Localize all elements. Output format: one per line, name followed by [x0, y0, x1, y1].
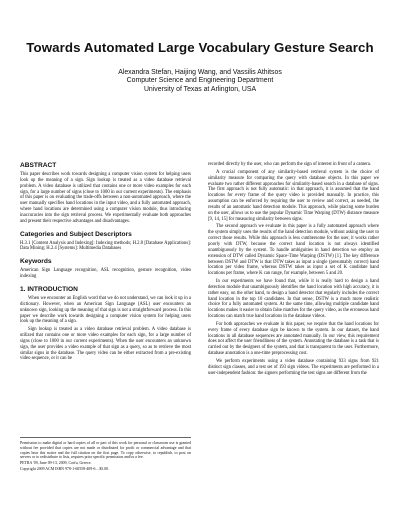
introduction-heading: 1. INTRODUCTION: [20, 285, 78, 293]
affiliation: Computer Science and Engineering Department: [126, 77, 274, 85]
right-paragraph-5: For both approaches we evaluate in this paper, we require that the hand locations for every frame of every database sign be known to the system. In our dataset, the hand locations in all database sequences are annotated manually. In our view, this requirement does not affect the user friendliness of the system. Annotating the database is a task that is carried out by the designers of the system, and that is transparent to the user. Furthermore, database annotation is a one-time preprocessing cost.: [208, 321, 379, 357]
copyright-notice: [20, 441, 191, 473]
university: University of Texas at Arlington, USA: [143, 85, 257, 93]
right-column: [208, 162, 379, 379]
paper-title: Towards Automated Large Vocabulary Gesture Search: [26, 40, 374, 55]
author-names: Alexandra Stefan, Haijing Wang, and Vassilis Athitsos: [118, 69, 282, 76]
categories-text: H.3.1 [Content Analysis and Indexing]: Indexing methods; H.2.8 [Database Applications]: Data Mining; H.2.4 [Systems]: Multimedia Databases: [20, 240, 191, 252]
keywords-text: American Sign Language recognition, ASL recognition, gesture recognition, video indexing: [20, 268, 191, 280]
right-paragraph-2: A crucial component of any similarity-based retrieval system is the choice of similarity measure for comparing the query with database objects. In this paper we evaluate two rather different approaches for similarity-based search in a database of signs. The first approach is not fully automatic: in that approach, it is assumed that the hand locations for every frame of the query video is provided manually. In practice, this assumption can be enforced by requiring the user to review and correct, as needed, the results of an automatic hand detection module. This approach, while placing some burden on the user, allows us to use the popular Dynamic Time Warping (DTW) distance measure [9, 14, 15] for measuring similarity between signs.: [208, 169, 379, 222]
categories-heading: Categories and Subject Descriptors: [20, 230, 132, 238]
right-paragraph-4: In our experiments we have found that, while it is really hard to design a hand detection module that unambiguously identifies the hand location with high accuracy, it is rather easy, on the other hand, to design a hand detector that regularly includes the correct hand location in the top 10 candidates. In that sense, DSTW is a much more realistic choice for a fully automated system. At the same time, allowing multiple candidate hand locations makes it easier to obtain false matches for the query video, as the erroneous hand locations can match true hand locations in the database videos.: [208, 279, 379, 320]
intro-paragraph-2: Sign lookup is treated as a video database retrieval problem. A video database is utilized that contains one or more video examples for each sign, for a large number of signs (close to 1000 in our current experiments). When the user encounters an unknown sign, the user provides a video example of that sign as a query, so as to retrieve the most similar signs in the database. The query video can be either extracted from a pre-existing video sequence, or it can be: [20, 327, 191, 362]
conference-info: PETRA '09, June 09-13, 2009, Corfu, Greece.: [20, 461, 92, 466]
right-paragraph-1: recorded directly by the user, who can perform the sign of interest in front of a camera.: [208, 162, 372, 167]
copyright-line: Copyright 2009 ACM ISBN 978-1-60558-409-6 ...$5.00.: [20, 466, 110, 471]
intro-paragraph-1: When we encounter an English word that we do not understand, we can look it up in a dictionary. However, when an American Sign Language (ASL) user encounters an unknown sign, looking up the meaning of that sign is not a straightforward process. In this paper we describe work towards designing a computer vision system for helping users look up the meaning of a sign.: [20, 295, 191, 325]
left-column: [20, 162, 191, 364]
right-paragraph-6: We perform experiments using a video database containing 933 signs from 921 distinct sign classes, and a test set of 193 sign videos. The experiments are performed in a user-independent fashion: the signers performing the test signs are different from the: [208, 359, 379, 376]
permission-text: Permission to make digital or hard copies of all or part of this work for personal or classroom use is granted without fee provided that copies are not made or distributed for profit or commercial advantage and that copies bear this notice and the full citation on the first page. To copy otherwise, to republish, to post on servers or to redistribute to lists, requires prior specific permission and/or a fee.: [20, 441, 191, 460]
right-paragraph-3: The second approach we evaluate in this paper is a fully automated approach where the system simply uses the results of the hand detection module, without asking the user to correct those results. While this approach is less cumbersome for the user, it works rather poorly with DTW, because the correct hand location is not always identified unambiguously by the system. To handle ambiguities in hand detection we employ an extension of DTW called Dynamic Space-Time Warping (DSTW) [1]. The key difference between DSTW and DTW is that DTW takes as input a single (presumably correct) hand location per video frame, whereas DSTW takes as input a set of K candidate hand locations per frame, where K can range, for example, between 5 and 20.: [208, 224, 379, 277]
footnote-rule: [20, 437, 191, 438]
author-block: [20, 69, 380, 94]
abstract-text: This paper describes work towards designing a computer vision system for helping users look up the meaning of a sign. Sign lookup is treated as a video database retrieval problem. A video database is utilized that contains one or more video examples for each sign, for a large number of signs (close to 1000 in our current experiments). The emphasis of this paper is on evaluating the trade-offs between a non-automated approach, where the user manually specifies hand locations in the input video, and a fully automated approach, where hand locations are determined using a computer vision module, thus introducing inaccuracies into the sign retrieval process. We experimentally evaluate both approaches and present their respective advantages and disadvantages.: [20, 172, 191, 224]
keywords-heading: Keywords: [20, 258, 52, 266]
abstract-heading: ABSTRACT: [20, 162, 57, 169]
